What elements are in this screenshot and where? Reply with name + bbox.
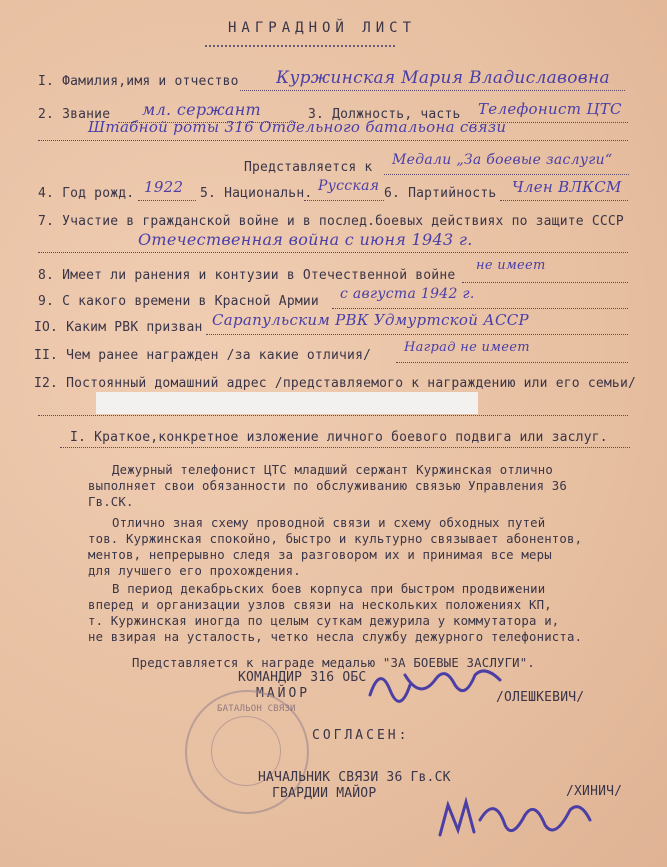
commander-title: КОМАНДИР 316 ОБС [238, 670, 367, 685]
chief-signature [430, 790, 600, 850]
field-birth-value: 1922 [144, 178, 184, 196]
field-address-label: I2. Постоянный домашний адрес /представляемого к награждению или его семьи/ [34, 376, 636, 391]
field-birth-label: 4. Год рожд. [38, 186, 135, 201]
field-nationality-line [304, 200, 384, 201]
chief-rank: ГВАРДИИ МАЙОР [272, 786, 377, 801]
section-underline [60, 447, 630, 448]
field-wounds-value: не имеет [476, 258, 546, 273]
commander-rank: МАЙОР [256, 686, 311, 701]
agree-label: СОГЛАСЕН: [312, 728, 410, 743]
field-war-label: 7. Участие в гражданской войне и в послед.боевых действиях по защите СССР [38, 214, 624, 229]
title-underline [205, 45, 395, 47]
field-army-label: 9. С какого времени в Красной Армии [38, 294, 319, 309]
field-war-value: Отечественная война с июня 1943 г. [138, 230, 473, 249]
body-line: ментов, непрерывно следя за разговором их и принимая все меры [88, 548, 552, 562]
body-line: не взирая на усталость, четко несла службу дежурного телефониста. [88, 630, 583, 644]
field-position-label: 3. Должность, часть [308, 107, 461, 122]
field-nationality-label: 5. Национальн. [200, 186, 313, 201]
body-line: выполняет свои обязанности по обслуживанию связью Управления 36 [88, 479, 568, 493]
field-position-value: Телефонист ЦТС [478, 100, 622, 118]
section-heading: I. Краткое,конкретное изложение личного боевого подвига или заслуг. [70, 430, 608, 445]
field-rvk-line [206, 334, 628, 335]
body-line: тов. Куржинская спокойно, быстро и культурно связывает абонентов, [88, 532, 583, 546]
field-address-line [38, 415, 628, 416]
field-awards-line [396, 362, 628, 363]
field-rvk-value: Сарапульским РВК Удмуртской АССР [212, 311, 529, 329]
body-line: В период декабрьских боев корпуса при быстром продвижении [112, 582, 546, 596]
field-rvk-label: IO. Каким РВК призван [34, 320, 203, 335]
field-party-value: Член ВЛКСМ [512, 178, 622, 196]
commander-name: /ОЛЕШКЕВИЧ/ [496, 690, 585, 705]
body-line: для лучшего его прохождения. [88, 564, 301, 578]
stamp-text: БАТАЛЬОН СВЯЗИ [217, 704, 296, 714]
body-line: Представляется к награде медалью "ЗА БОЕВЫЕ ЗАСЛУГИ". [132, 656, 535, 670]
body-line: т. Куржинская иногда по целым суткам дежурила у коммутатора и, [88, 614, 560, 628]
field-position-line2 [38, 140, 628, 141]
field-name-label: I. Фамилия,имя и отчество [38, 74, 239, 89]
field-war-line [38, 252, 628, 253]
field-wounds-line [462, 282, 628, 283]
presented-label: Представляется к [244, 160, 373, 175]
presented-value: Медали „За боевые заслуги“ [392, 152, 613, 168]
chief-title: НАЧАЛЬНИК СВЯЗИ 36 Гв.СК [258, 770, 451, 785]
field-wounds-label: 8. Имеет ли ранения и контузии в Отечественной войне [38, 268, 456, 283]
field-position-value2: Штабной роты 316 Отдельного батальона связи [88, 118, 507, 136]
field-party-line [500, 200, 628, 201]
field-nationality-value: Русская [318, 178, 380, 194]
body-line: вперед и организации узлов связи на нескольких положениях КП, [88, 598, 552, 612]
commander-signature [360, 655, 510, 715]
field-name-value: Куржинская Мария Владиславовна [276, 68, 610, 88]
body-line: Дежурный телефонист ЦТС младший сержант Куржинская отлично [112, 463, 553, 477]
field-birth-line [138, 200, 196, 201]
presented-line [384, 174, 629, 175]
field-rank-label: 2. Звание [38, 107, 111, 122]
field-party-label: 6. Партийность [384, 186, 497, 201]
field-army-line [332, 308, 628, 309]
field-army-value: с августа 1942 г. [340, 286, 475, 302]
redaction-box [96, 392, 478, 414]
field-rank-value: мл. сержант [142, 100, 262, 119]
field-name-line [240, 90, 625, 91]
chief-name: /ХИНИЧ/ [566, 784, 623, 799]
field-awards-label: II. Чем ранее награжден /за какие отличия/ [34, 348, 372, 363]
body-line: Отлично зная схему проводной связи и схему обходных путей [112, 516, 546, 530]
document-title: НАГРАДНОЙ ЛИСТ [228, 20, 417, 36]
field-awards-value: Наград не имеет [404, 340, 530, 355]
body-line: Гв.СК. [88, 495, 134, 509]
